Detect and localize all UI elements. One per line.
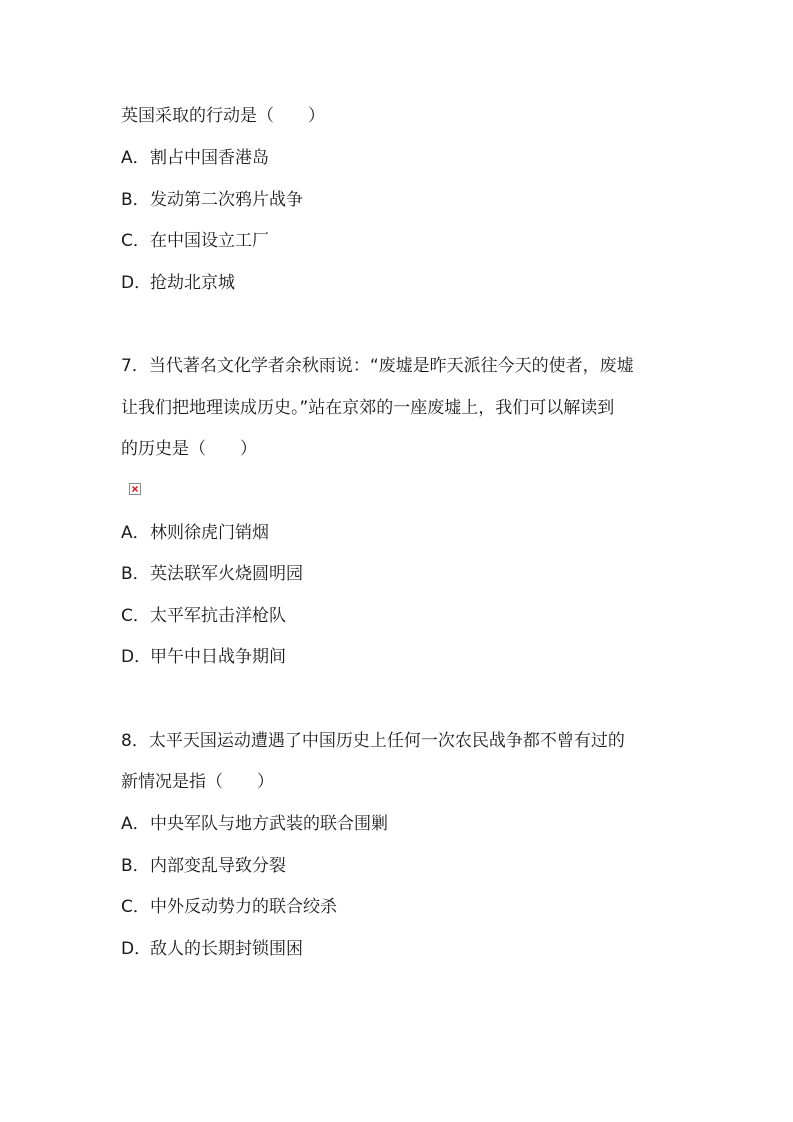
q6-option-d [121,272,235,294]
q8-stem-line-1: 8．太平天国运动遭遇了中国历史上任何一次农民战争都不曾有过的 [121,731,625,751]
q8-option-d [121,938,303,960]
option-letter: D． [121,939,152,959]
option-letter: B． [121,564,150,584]
q7-stem-line-2: 让我们把地理读成历史。”站在京郊的一座废墟上，我们可以解读到 [121,398,615,418]
option-letter: A． [121,523,150,543]
q6-option-b [121,189,303,211]
option-text: 中外反动势力的联合绞杀 [150,897,337,917]
option-text: 发动第二次鸦片战争 [150,190,303,210]
option-text: 抢劫北京城 [150,273,235,293]
option-text: 甲午中日战争期间 [150,647,286,667]
q6-stem-tail: 英国采取的行动是（ ） [121,106,325,126]
option-letter: D． [121,647,152,667]
option-letter: B． [121,856,150,876]
option-letter: B． [121,190,150,210]
q7-option-a [121,522,269,544]
option-text: 割占中国香港岛 [150,148,269,168]
option-letter: C． [121,897,150,917]
q7-option-c [121,605,286,627]
option-text: 太平军抗击洋枪队 [150,606,286,626]
option-text: 敌人的长期封锁围困 [150,939,303,959]
q7-option-d [121,646,286,668]
q7-stem-line-3: 的历史是（ ） [121,439,257,459]
option-text: 中央军队与地方武装的联合围剿 [150,814,388,834]
option-letter: C． [121,231,150,251]
q8-option-b [121,855,286,877]
option-letter: A． [121,148,150,168]
q6-option-a [121,147,269,169]
broken-image-icon [129,483,141,495]
q6-option-c [121,230,269,252]
q7-stem-line-1: 7．当代著名文化学者余秋雨说：“废墟是昨天派往今天的使者，废墟 [121,356,634,376]
option-text: 在中国设立工厂 [150,231,269,251]
option-letter: A． [121,814,150,834]
q7-option-b [121,563,303,585]
q8-option-a [121,813,388,835]
option-text: 林则徐虎门销烟 [150,523,269,543]
q8-stem-line-2: 新情况是指（ ） [121,772,274,792]
option-letter: D． [121,273,152,293]
option-letter: C． [121,606,150,626]
option-text: 英法联军火烧圆明园 [150,564,303,584]
q8-option-c [121,896,337,918]
option-text: 内部变乱导致分裂 [150,856,286,876]
